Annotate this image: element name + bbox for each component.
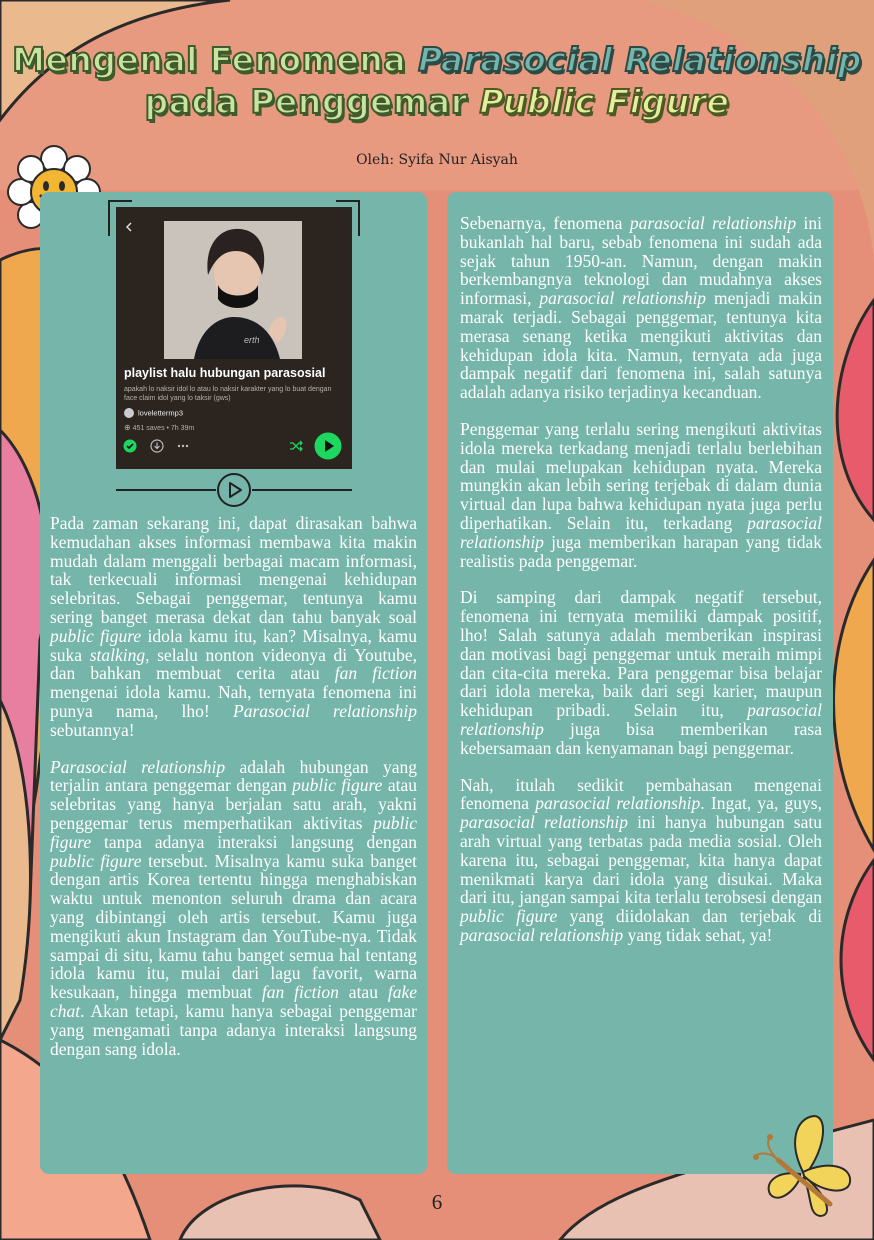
italic-term: public figure	[50, 812, 417, 852]
italic-term: public figure	[292, 775, 383, 796]
text-segment: juga memberikan harapan yang tidak realistis pada penggemar.	[460, 531, 822, 571]
check-circle-icon[interactable]	[123, 439, 137, 453]
globe-icon: ⊕	[124, 423, 131, 432]
playlist-meta-text: 451 saves • 7h 39m	[132, 425, 195, 432]
text-segment: tanpa adanya interaksi langsung dengan	[91, 831, 417, 852]
text-segment: Pada zaman sekarang ini, dapat dirasakan bahwa kemudahan akses informasi membawa kita makin mudah dalam menggali berbagai macam informasi, tak terkecuali informasi mengenai kehidupan selebritas. Sebagai penggemar, tentunya kamu sering banget merasa dekat dan tahu banyak soal	[50, 513, 417, 627]
text-segment: ini hanya hubungan satu arah virtual yang terbatas pada media sosial. Oleh karena itu, sebagai penggemar, kita hanya dapat menikmati karya dari idola yang disukai. Maka dari itu, jangan sampai kita terlalu terobsesi dengan	[460, 812, 822, 908]
italic-term: fan fiction	[334, 663, 417, 684]
more-icon[interactable]	[176, 439, 190, 453]
divider-left	[116, 489, 216, 491]
text-segment: menjadi makin marak terjadi. Sebagai penggemar, tentunya kita merasa senang ketika mengikuti aktivitas dan kehidupan idola kita. Namun, ternyata ada juga dampak negatif dari fenomena ini, salah satunya adalah adanya risiko terjadinya kecanduan.	[460, 288, 822, 403]
download-icon[interactable]	[150, 439, 164, 453]
playlist-card	[116, 207, 352, 469]
text-segment: Sebenarnya, fenomena	[460, 213, 630, 233]
italic-term: Parasocial relationship	[233, 700, 417, 721]
page-number: 6	[431, 1190, 443, 1214]
playlist-title: playlist halu hubungan parasosial	[124, 366, 326, 380]
italic-term: parasocial relationship	[460, 700, 822, 739]
italic-term: stalking	[89, 644, 146, 665]
left-column-text	[50, 514, 417, 1076]
text-segment: yang diidolakan dan terjebak di	[557, 906, 822, 927]
text-segment: . Ingat, ya, guys,	[700, 793, 822, 814]
text-segment: Penggemar yang terlalu sering mengikuti aktivitas idola mereka terkadang menjadi terlalu berlebihan dan mulai melupakan kehidupan nyata. Mereka mungkin akan lebih sering terjebak di dalam dunia virtual dan lupa bahwa kehidupan nyata juga perlu diperhatikan. Selain itu, terkadang	[460, 418, 822, 533]
title-part-3: pada Penggemar	[144, 82, 468, 121]
play-icon[interactable]	[314, 432, 342, 460]
article-paragraph	[460, 776, 822, 945]
article-paragraph	[460, 588, 822, 757]
playlist-meta	[124, 423, 194, 432]
title-part-1: Mengenal Fenomena	[12, 40, 407, 79]
page-title-line-1	[0, 40, 874, 79]
chevron-left-icon[interactable]	[123, 221, 135, 233]
text-segment: juga bisa memberikan rasa kebersamaan dan kenyamanan bagi penggemar.	[460, 718, 822, 758]
text-segment: adalah hubungan yang terjalin antara penggemar dengan	[50, 756, 417, 796]
title-part-4: Public Figure	[479, 82, 730, 121]
article-paragraph	[460, 214, 822, 402]
playlist-owner[interactable]	[124, 408, 183, 418]
text-segment: yang tidak sehat, ya!	[623, 924, 773, 945]
shuffle-icon[interactable]	[289, 439, 303, 453]
italic-term: public figure	[460, 906, 558, 927]
text-segment: tersebut. Misalnya kamu suka banget dengan artis Korea tertentu hingga menghabiskan waktu untuk menonton seluruh drama dan acara yang dibintangi oleh artis tersebut. Kamu juga mengikuti akun Instagram dan YouTube-nya. Tidak sampai di situ, kamu tahu banget semua hal tentang idola kamu itu, mulai dari lagu favorit, warna kesukaan, hingga membuat	[50, 850, 417, 1003]
text-segment: . Akan tetapi, kamu hanya sebagai penggemar yang mengamati tanpa adanya interaksi langsung dengan sang idola.	[50, 1000, 417, 1059]
playlist-description: apakah lo naksir idol lo atau lo naksir karakter yang lo buat dengan face claim idol yang lo taksir (gws)	[124, 386, 332, 402]
text-segment: idola kamu itu, kan? Misalnya, kamu suka	[50, 625, 418, 665]
playlist-cover-photo	[164, 221, 302, 359]
text-segment: , selalu nonton videonya di Youtube, dan bahkan membuat cerita atau	[50, 644, 418, 684]
text-segment: mengenai idola kamu. Nah, ternyata fenomena ini punya nama, lho!	[50, 682, 417, 721]
owner-avatar	[124, 408, 134, 418]
page-title-line-2	[0, 82, 874, 121]
italic-term: parasocial relationship	[460, 512, 822, 552]
italic-term: parasocial relationship	[535, 793, 701, 814]
title-part-2: Parasocial Relationship	[418, 40, 862, 79]
svg-text:erth: erth	[244, 335, 260, 345]
italic-term: Parasocial relationship	[50, 756, 226, 777]
text-segment: atau	[338, 982, 388, 1003]
italic-term: parasocial relationship	[460, 924, 624, 945]
article-paragraph	[50, 758, 417, 1059]
right-column-text	[460, 214, 822, 963]
italic-term: parasocial relationship	[629, 213, 797, 233]
divider-right	[252, 489, 352, 491]
italic-term: parasocial relationship	[539, 288, 707, 309]
italic-term: fan fiction	[261, 982, 339, 1003]
article-paragraph	[460, 420, 822, 570]
italic-term: public figure	[50, 850, 142, 871]
text-segment: atau selebritas yang hanya berjalan satu arah, yakni penggemar terus memperhatikan aktivitas	[50, 775, 417, 833]
author-byline: Oleh: Syifa Nur Aisyah	[356, 152, 518, 168]
text-segment: Di samping dari dampak negatif tersebut, fenomena ini ternyata memiliki dampak positif, lho! Salah satunya adalah memberikan inspirasi dan motivasi bagi penggemar untuk meraih mimpi dan cita-cita mereka. Para penggemar bisa belajar dari idola mereka, baik dari segi karier, maupun kehidupan pribadi. Selain itu,	[460, 587, 822, 721]
text-segment: Nah, itulah sedikit pembahasan mengenai fenomena	[460, 774, 822, 814]
italic-term: fake chat	[50, 982, 417, 1021]
owner-name: lovelettermp3	[138, 408, 184, 418]
article-paragraph	[50, 514, 417, 740]
play-circle-icon[interactable]	[216, 472, 252, 508]
text-segment: ini bukanlah hal baru, sebab fenomena ini sudah ada sejak tahun 1950-an. Namun, dengan makin berkembangnya teknologi dan mudahnya akses informasi,	[460, 213, 822, 309]
text-segment: sebutannya!	[50, 719, 135, 740]
italic-term: public figure	[50, 625, 142, 646]
italic-term: parasocial relationship	[460, 812, 628, 833]
